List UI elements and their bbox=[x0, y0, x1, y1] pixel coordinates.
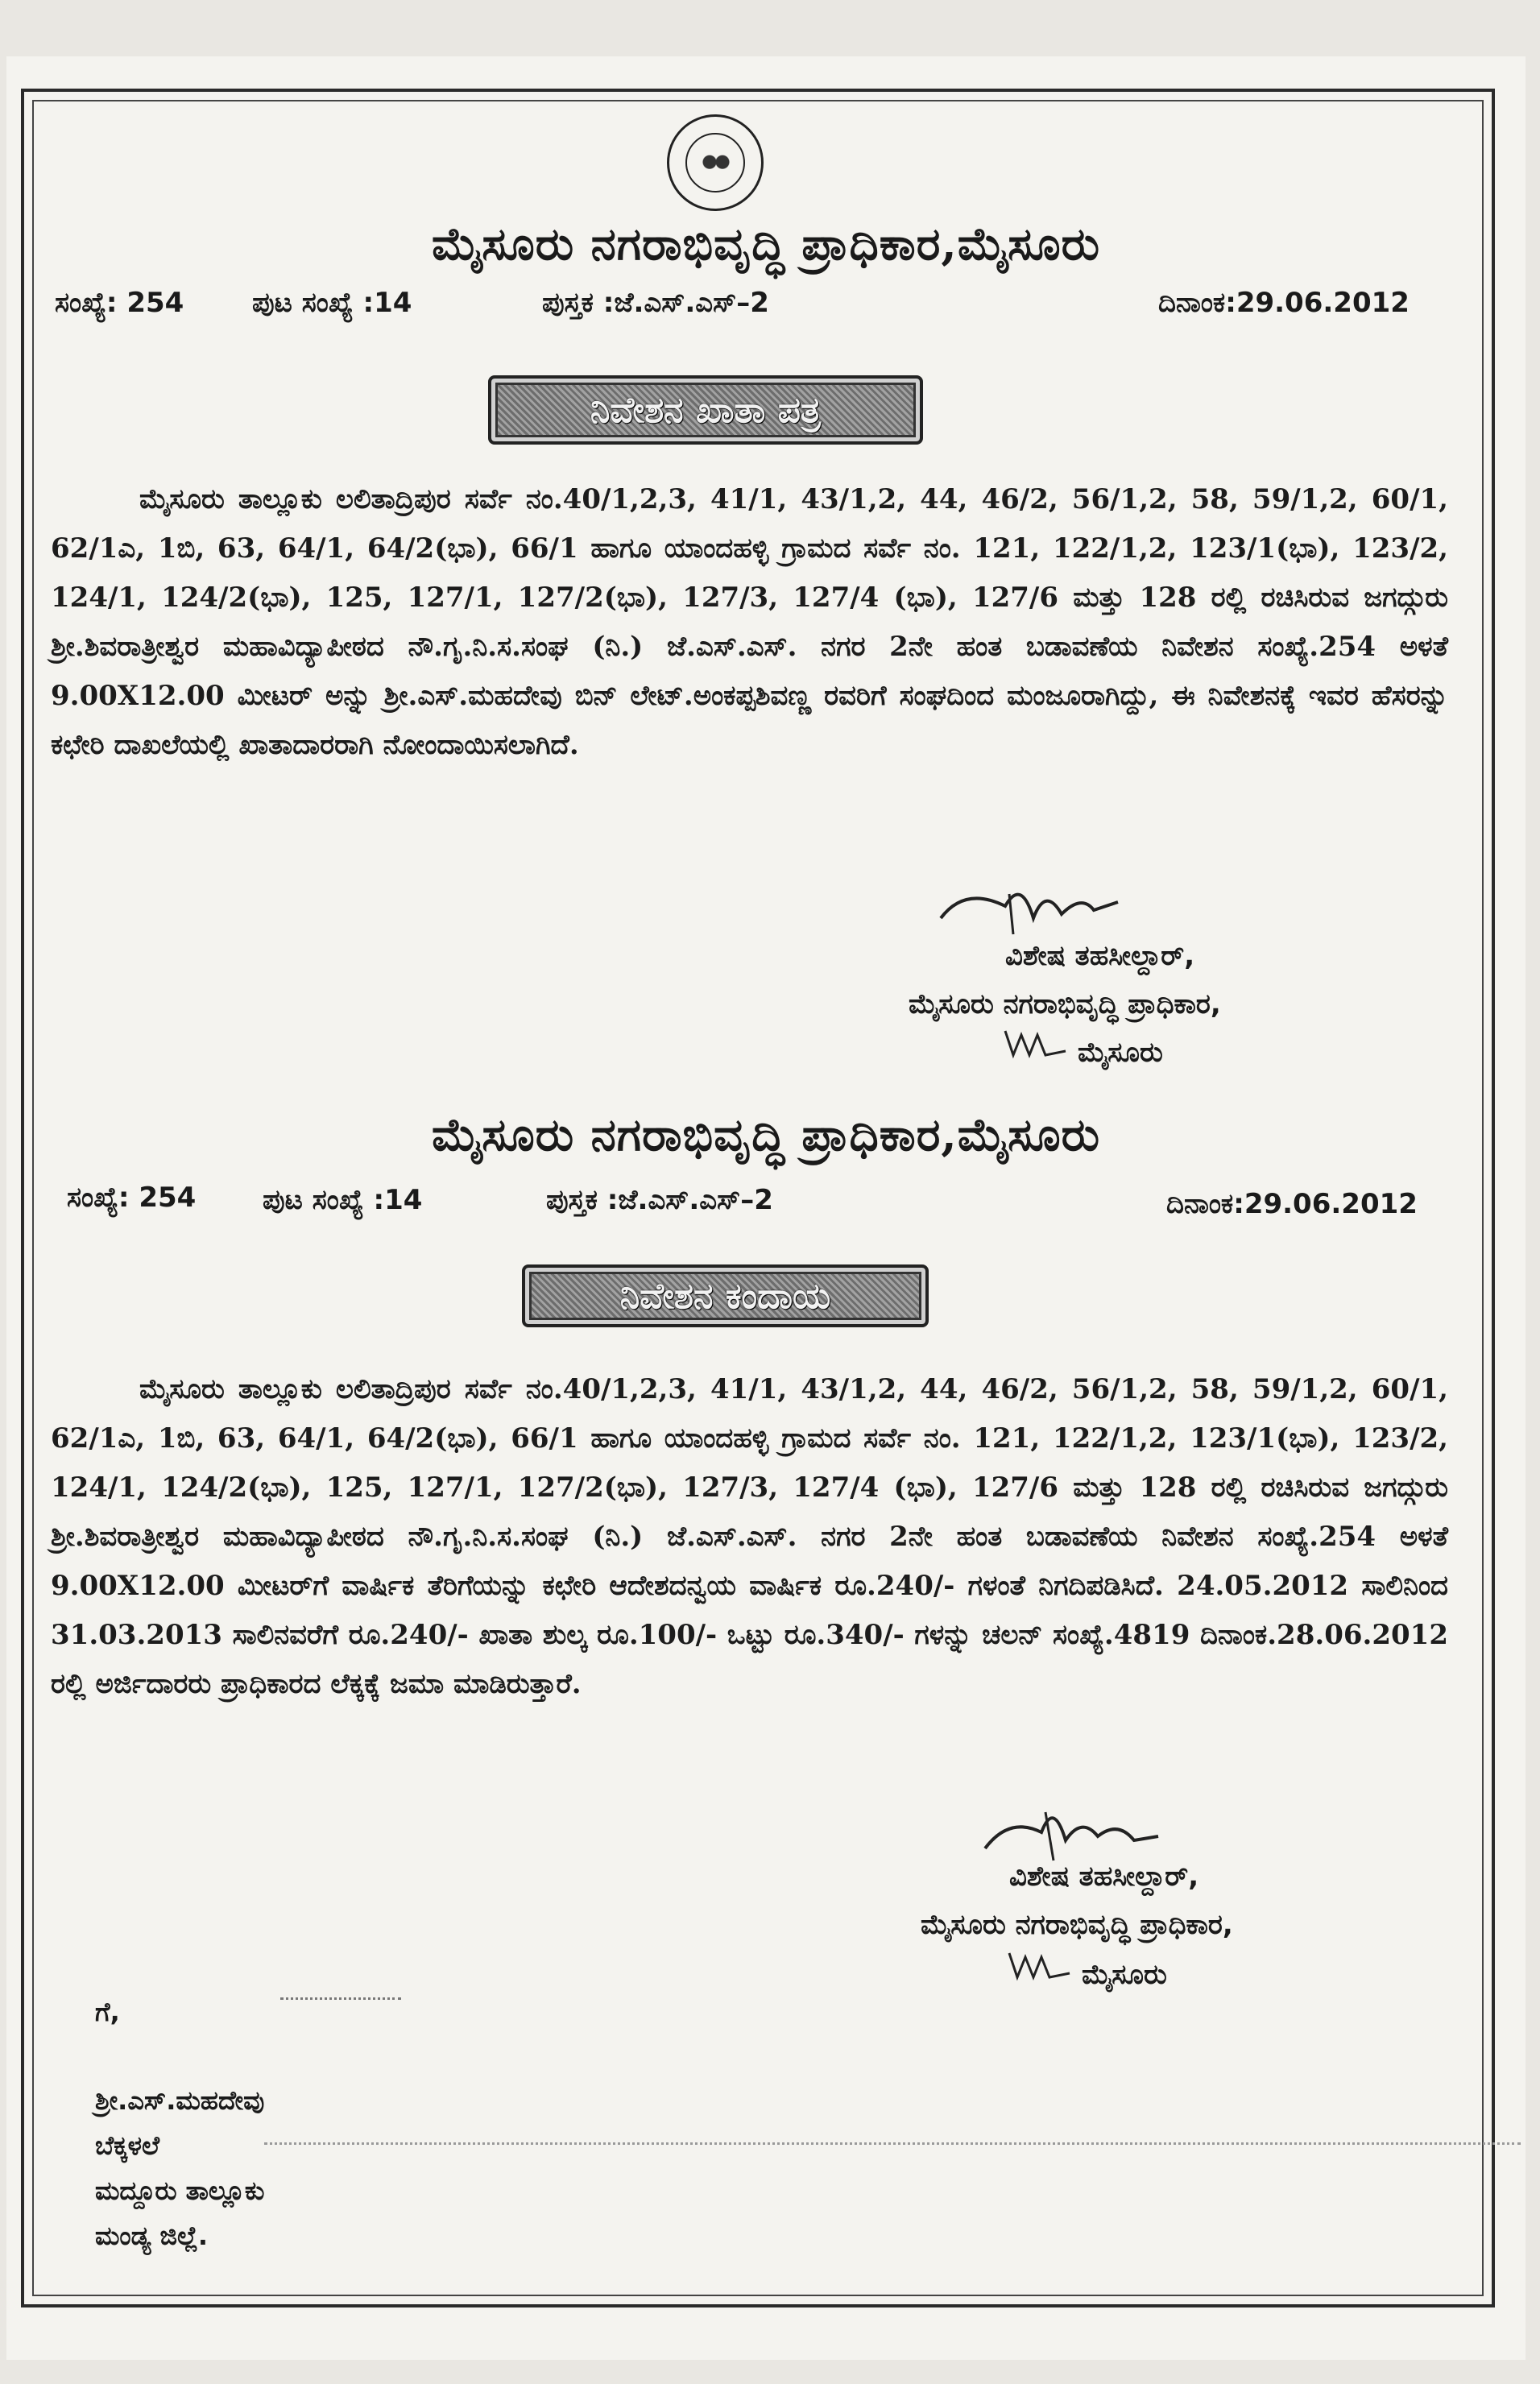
initials-1 bbox=[1001, 1023, 1074, 1063]
signatory-org-1: ಮೈಸೂರು ನಗರಾಭಿವೃದ್ಧಿ ಪ್ರಾಧಿಕಾರ, bbox=[909, 988, 1221, 1020]
book-reference-1: ಪುಸ್ತಕ :ಜೆ.ಎಸ್.ಎಸ್–2 bbox=[542, 287, 769, 319]
signatory-title-2: ವಿಶೇಷ ತಹಸೀಲ್ದಾರ್, bbox=[1009, 1860, 1199, 1893]
signatory-city-2: ಮೈಸೂರು bbox=[1082, 1959, 1167, 1991]
recipient-district: ಮಂಡ್ಯ ಜಿಲ್ಲೆ. bbox=[95, 2221, 209, 2251]
signatory-city-1: ಮೈಸೂರು bbox=[1078, 1037, 1163, 1069]
letter-body-1: ಮೈಸೂರು ತಾಲ್ಲೂಕು ಲಲಿತಾದ್ರಿಪುರ ಸರ್ವೆ ನಂ.40/1,2,3, 41/1, 43/1,2, 44, 46/2, 56/1,2, 58, 59/1,2, 60/1, 62/1ಎ, 1ಬಿ, 63, 64/1, 64/2(ಭಾ), 66/1 ಹಾಗೂ ಯಾಂದಹಳ್ಳಿ ಗ್ರಾಮದ ಸರ್ವೆ ನಂ. 121, 122/1,2, 123/1(ಭಾ), 123/2, 124/1, 124/2(ಭಾ), 125, 127/1, 127/2(ಭಾ), 127/3, 127/4 (ಭಾ), 127/6 ಮತ್ತು 128 ರಲ್ಲಿ ರಚಿಸಿರುವ ಜಗದ್ಗುರು ಶ್ರೀ.ಶಿವರಾತ್ರೀಶ್ವರ ಮಹಾವಿದ್ಯಾಪೀಠದ ನೌ.ಗೃ.ನಿ.ಸ.ಸಂಘ (ನಿ.) ಜೆ.ಎಸ್.ಎಸ್. ನಗರ 2ನೇ ಹಂತ ಬಡಾವಣೆಯ ನಿವೇಶನ ಸಂಖ್ಯೆ.254 ಅಳತೆ 9.00X12.00 ಮೀಟರ್ ಅನ್ನು ಶ್ರೀ.ಎಸ್.ಮಹದೇವು ಬಿನ್ ಲೇಟ್.ಅಂಕಪ್ಪಶಿವಣ್ಣ ರವರಿಗೆ ಸಂಘದಿಂದ ಮಂಜೂರಾಗಿದ್ದು, ಈ ನಿವೇಶನಕ್ಕೆ ಇವರ ಹೆಸರನ್ನು ಕಛೇರಿ ದಾಖಲೆಯಲ್ಲಿ ಖಾತಾದಾರರಾಗಿ ನೋಂದಾಯಿಸಲಾಗಿದೆ. bbox=[51, 483, 1448, 761]
stray-dotted-mark-2 bbox=[264, 2142, 1521, 2145]
signatory-org-2: ಮೈಸೂರು ನಗರಾಭಿವೃದ್ಧಿ ಪ್ರಾಧಿಕಾರ, bbox=[921, 1909, 1233, 1941]
certificate-title-badge-2: ನಿವೇಶನ ಕಂದಾಯ bbox=[522, 1264, 929, 1327]
recipient-name: ಶ್ರೀ.ಎಸ್.ಮಹದೇವು bbox=[95, 2085, 265, 2116]
authority-heading-2: ಮೈಸೂರು ನಗರಾಭಿವೃದ್ಧಿ ಪ್ರಾಧಿಕಾರ,ಮೈಸೂರು bbox=[431, 1108, 1101, 1161]
page-number-2: ಪುಟ ಸಂಖ್ಯೆ :14 bbox=[263, 1184, 423, 1216]
reference-number-1: ಸಂಖ್ಯೆ: 254 bbox=[55, 287, 184, 319]
certificate-title-badge-1: ನಿವೇಶನ ಖಾತಾ ಪತ್ರ bbox=[488, 375, 923, 445]
recipient-taluk: ಮದ್ದೂರು ತಾಲ್ಲೂಕು bbox=[95, 2175, 265, 2206]
authority-heading-1: ಮೈಸೂರು ನಗರಾಭಿವೃದ್ಧಿ ಪ್ರಾಧಿಕಾರ,ಮೈಸೂರು bbox=[431, 217, 1101, 271]
date-1: ದಿನಾಂಕ:29.06.2012 bbox=[1158, 287, 1410, 319]
letter-body-2: ಮೈಸೂರು ತಾಲ್ಲೂಕು ಲಲಿತಾದ್ರಿಪುರ ಸರ್ವೆ ನಂ.40/1,2,3, 41/1, 43/1,2, 44, 46/2, 56/1,2, 58, 59/1,2, 60/1, 62/1ಎ, 1ಬಿ, 63, 64/1, 64/2(ಭಾ), 66/1 ಹಾಗೂ ಯಾಂದಹಳ್ಳಿ ಗ್ರಾಮದ ಸರ್ವೆ ನಂ. 121, 122/1,2, 123/1(ಭಾ), 123/2, 124/1, 124/2(ಭಾ), 125, 127/1, 127/2(ಭಾ), 127/3, 127/4 (ಭಾ), 127/6 ಮತ್ತು 128 ರಲ್ಲಿ ರಚಿಸಿರುವ ಜಗದ್ಗುರು ಶ್ರೀ.ಶಿವರಾತ್ರೀಶ್ವರ ಮಹಾವಿದ್ಯಾಪೀಠದ ನೌ.ಗೃ.ನಿ.ಸ.ಸಂಘ (ನಿ.) ಜೆ.ಎಸ್.ಎಸ್. ನಗರ 2ನೇ ಹಂತ ಬಡಾವಣೆಯ ನಿವೇಶನ ಸಂಖ್ಯೆ.254 ಅಳತೆ 9.00X12.00 ಮೀಟರ್‌ಗೆ ವಾರ್ಷಿಕ ತೆರಿಗೆಯನ್ನು ಕಛೇರಿ ಆದೇಶದನ್ವಯ ವಾರ್ಷಿಕ ರೂ.240/- ಗಳಂತೆ ನಿಗದಿಪಡಿಸಿದೆ. 24.05.2012 ಸಾಲಿನಿಂದ 31.03.2013 ಸಾಲಿನವರೆಗೆ ರೂ.240/- ಖಾತಾ ಶುಲ್ಕ ರೂ.100/- ಒಟ್ಟು ರೂ.340/- ಗಳನ್ನು ಚಲನ್ ಸಂಖ್ಯೆ.4819 ದಿನಾಂಕ.28.06.2012 ರಲ್ಲಿ ಅರ್ಜಿದಾರರು ಪ್ರಾಧಿಕಾರದ ಲೆಕ್ಕಕ್ಕೆ ಜಮಾ ಮಾಡಿರುತ್ತಾರೆ. bbox=[51, 1373, 1448, 1700]
recipient-village: ಬೆಕ್ಕಳಲೆ bbox=[95, 2130, 159, 2161]
initials-2 bbox=[1005, 1945, 1078, 1985]
stray-dotted-mark-1 bbox=[280, 1997, 401, 2000]
document-sheet bbox=[6, 56, 1526, 2360]
page-number-1: ಪುಟ ಸಂಖ್ಯೆ :14 bbox=[252, 287, 412, 319]
recipient-address bbox=[95, 2078, 264, 2258]
signatory-title-1: ವಿಶೇಷ ತಹಸೀಲ್ದಾರ್, bbox=[1005, 940, 1195, 972]
reference-number-2: ಸಂಖ್ಯೆ: 254 bbox=[67, 1182, 197, 1214]
book-reference-2: ಪುಸ್ತಕ :ಜೆ.ಎಸ್.ಎಸ್–2 bbox=[546, 1184, 773, 1216]
authority-emblem-seal bbox=[667, 114, 764, 211]
date-2: ದಿನಾಂಕ:29.06.2012 bbox=[1166, 1188, 1418, 1220]
recipient-salutation: ಗೆ, bbox=[95, 1997, 120, 2027]
